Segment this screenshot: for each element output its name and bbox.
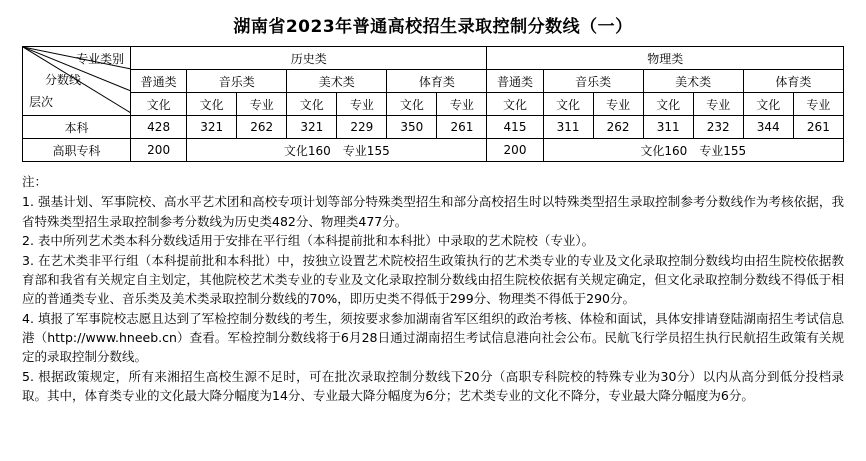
category-header-physics-music: 音乐类 (543, 70, 643, 93)
score-cell: 229 (337, 116, 387, 139)
table-row (23, 116, 844, 139)
score-cell: 311 (543, 116, 593, 139)
score-line-table (22, 46, 844, 162)
subject-header: 专业 (437, 93, 487, 116)
table-row (23, 139, 844, 162)
category-header-physics-art: 美术类 (643, 70, 743, 93)
subject-header: 文化 (743, 93, 793, 116)
score-cell: 311 (643, 116, 693, 139)
category-header-history-general: 普通类 (131, 70, 187, 93)
score-cell-merged: 文化160 专业155 (543, 139, 843, 162)
score-cell: 321 (287, 116, 337, 139)
score-cell: 415 (487, 116, 543, 139)
table-corner-cell (23, 47, 131, 116)
notes-heading: 注： (22, 174, 48, 189)
category-header-physics-sports: 体育类 (743, 70, 843, 93)
table-header-group-row (23, 47, 844, 70)
score-cell: 200 (131, 139, 187, 162)
subject-header: 文化 (487, 93, 543, 116)
group-header-history: 历史类 (131, 47, 487, 70)
table-header-category-row (23, 70, 844, 93)
notes-section (22, 172, 844, 406)
score-cell: 428 (131, 116, 187, 139)
note-item-1: 1. 强基计划、军事院校、高水平艺术团和高校专项计划等部分特殊类型招生和部分高校招生时以特殊类型招生录取控制参考分数线作为考核依据，我省特殊类型招生录取控制参考分数线为历史类482分、物理类477分。 (22, 194, 844, 229)
subject-header: 文化 (187, 93, 237, 116)
group-header-physics: 物理类 (487, 47, 844, 70)
corner-label-major-category: 专业类别 (76, 52, 125, 66)
subject-header: 专业 (337, 93, 387, 116)
subject-header: 专业 (237, 93, 287, 116)
score-cell: 262 (237, 116, 287, 139)
score-cell: 232 (693, 116, 743, 139)
category-header-physics-general: 普通类 (487, 70, 543, 93)
corner-label-score-line: 分数线 (45, 73, 82, 87)
category-header-history-sports: 体育类 (387, 70, 487, 93)
row-label-vocational: 高职专科 (23, 139, 131, 162)
subject-header: 文化 (387, 93, 437, 116)
note-item-2: 2. 表中所列艺术类本科分数线适用于安排在平行组（本科提前批和本科批）中录取的艺术院校（专业）。 (22, 233, 595, 249)
corner-label-level: 层次 (29, 95, 54, 109)
table-header-subject-row (23, 93, 844, 116)
subject-header: 专业 (693, 93, 743, 116)
score-cell: 200 (487, 139, 543, 162)
category-header-history-art: 美术类 (287, 70, 387, 93)
subject-header: 文化 (643, 93, 693, 116)
score-cell: 262 (593, 116, 643, 139)
note-item-4: 4. 填报了军事院校志愿且达到了军检控制分数线的考生，须按要求参加湖南省军区组织的政治考核、体检和面试，具体安排请登陆湖南招生考试信息港（http://www.hneeb.cn）查看。军检控制分数线将于6月28日通过湖南招生考试信息港向社会公布。民航飞行学员招生执行民航招生政策有关规定的录取控制分数线。 (22, 310, 844, 365)
subject-header: 专业 (593, 93, 643, 116)
score-cell: 350 (387, 116, 437, 139)
score-cell-merged: 文化160 专业155 (187, 139, 487, 162)
score-cell: 344 (743, 116, 793, 139)
score-cell: 261 (437, 116, 487, 139)
subject-header: 专业 (793, 93, 843, 116)
category-header-history-music: 音乐类 (187, 70, 287, 93)
score-cell: 321 (187, 116, 237, 139)
page-title: 湖南省2023年普通高校招生录取控制分数线（一） (233, 17, 633, 37)
score-cell: 261 (793, 116, 843, 139)
subject-header: 文化 (543, 93, 593, 116)
subject-header: 文化 (131, 93, 187, 116)
note-item-5: 5. 根据政策规定，所有来湘招生高校生源不足时，可在批次录取控制分数线下20分（高职专科院校的特殊专业为30分）以内从高分到低分投档录取。其中，体育类专业的文化最大降分幅度为14分、专业最大降分幅度为6分；艺术类专业的文化不降分，专业最大降分幅度为6分。 (22, 368, 844, 404)
subject-header: 文化 (287, 93, 337, 116)
row-label-undergraduate: 本科 (23, 116, 131, 139)
note-item-3: 3. 在艺术类非平行组（本科提前批和本科批）中，按独立设置艺术院校招生政策执行的艺术类专业的专业及文化录取控制分数线均由招生院校依据教育部和我省有关规定自主划定，其他院校艺术类专业的专业及文化录取控制分数线由招生院校依据有关规定确定，但文化录取控制分数线不得低于相应的普通类专业、音乐类及美术类录取控制分数线的70%，即历史类不得低于299分、物理类不得低于290分。 (22, 252, 844, 307)
